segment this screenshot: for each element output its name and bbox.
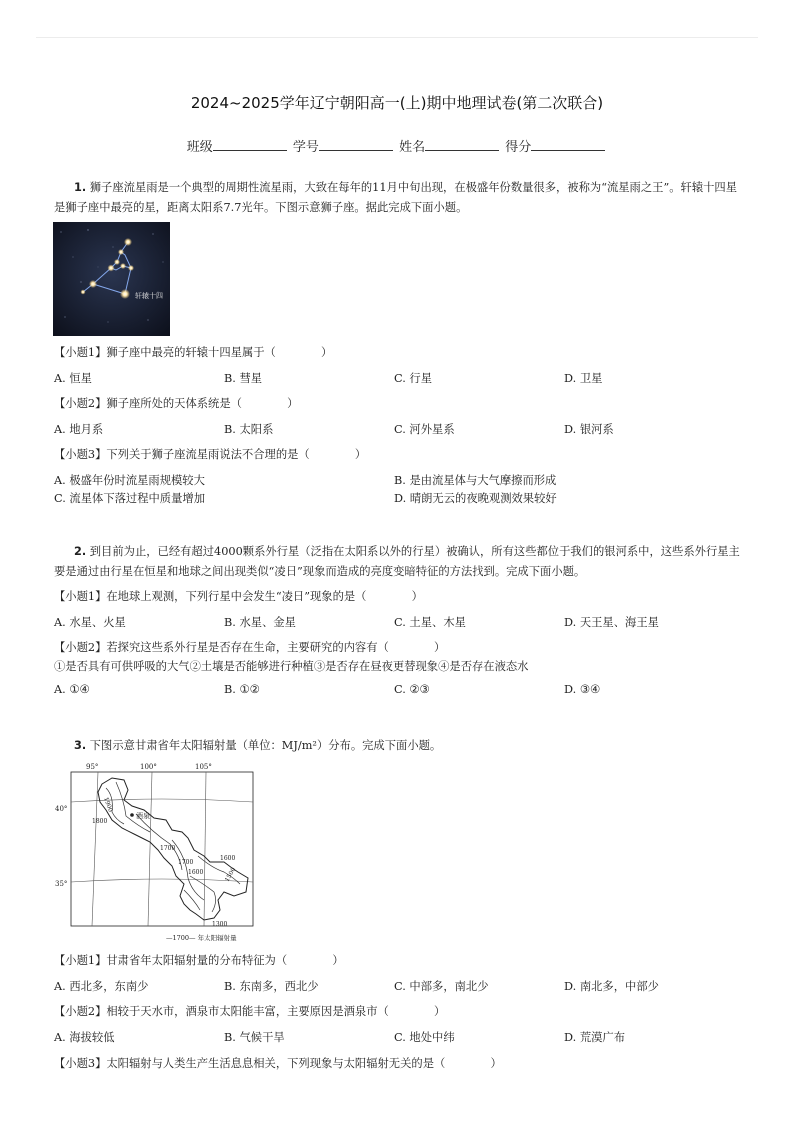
map-lat-40: 40° [55, 805, 68, 813]
q3-sub2-option-a[interactable]: A. 海拔较低 [54, 1031, 115, 1044]
q2-sub1-stem: 【小题1】在地球上观测，下列行星中会发生“凌日”现象的是（ ） [54, 590, 423, 603]
q3-sub3-stem: 【小题3】太阳辐射与人类生产生活息息相关，下列现象与太阳辐射无关的是（ ） [54, 1057, 502, 1070]
map-lat-35: 35° [55, 880, 68, 888]
q2-sub2-detail: ①是否具有可供呼吸的大气②土壤是否能够进行种植③是否存在昼夜更替现象④是否存在液态水 [54, 660, 529, 673]
name-blank[interactable] [425, 138, 499, 151]
q3-sub2-option-d[interactable]: D. 荒漠广布 [564, 1031, 626, 1044]
name-label: 姓名 [399, 140, 426, 155]
question-1-intro [54, 178, 744, 218]
contour-label-1600a: 1600 [220, 855, 236, 862]
map-lon-95: 95° [86, 763, 99, 771]
q1-sub1-option-c[interactable]: C. 行星 [394, 372, 433, 385]
q3-sub1-option-c[interactable]: C. 中部多，南北少 [394, 980, 489, 993]
q1-sub1-stem: 【小题1】狮子座中最亮的轩辕十四星属于（ ） [54, 346, 333, 359]
map-lon-100: 100° [140, 763, 157, 771]
q3-sub2-option-c[interactable]: C. 地处中纬 [394, 1031, 455, 1044]
q1-sub2-option-a[interactable]: A. 地月系 [54, 423, 104, 436]
map-lon-105: 105° [195, 763, 212, 771]
q3-sub1-stem: 【小题1】甘肃省年太阳辐射量的分布特征为（ ） [54, 954, 344, 967]
q1-sub2-option-d[interactable]: D. 银河系 [564, 423, 614, 436]
contour-label-1700a: 1700 [160, 845, 176, 852]
q2-sub2-option-d[interactable]: D. ③④ [564, 683, 601, 696]
score-label: 得分 [505, 140, 532, 155]
q1-sub2-option-b[interactable]: B. 太阳系 [224, 423, 274, 436]
class-blank[interactable] [213, 138, 287, 151]
q2-sub2-option-a[interactable]: A. ①④ [54, 683, 90, 696]
q1-sub1-option-a[interactable]: A. 恒星 [54, 372, 92, 385]
q2-sub2-stem: 【小题2】若探究这些系外行星是否存在生命，主要研究的内容有（ ） [54, 641, 446, 654]
q3-sub1-option-b[interactable]: B. 东南多，西北少 [224, 980, 319, 993]
contour-label-1700b: 1700 [178, 859, 194, 866]
q2-sub1-option-b[interactable]: B. 水星、金星 [224, 616, 296, 629]
gansu-solar-radiation-map [54, 760, 260, 944]
map-legend: —1700— 年太阳辐射量 [166, 934, 237, 942]
page-title: 2024~2025学年辽宁朝阳高一(上)期中地理试卷(第二次联合) [190, 94, 604, 112]
student-info-line [0, 136, 794, 155]
q1-sub2-option-c[interactable]: C. 河外星系 [394, 423, 455, 436]
contour-label-1500: 1500 [223, 866, 238, 883]
q3-sub2-option-b[interactable]: B. 气候干旱 [224, 1031, 285, 1044]
q1-sub3-option-b[interactable]: B. 是由流星体与大气摩擦而形成 [394, 474, 557, 487]
question-1-number: 1. [74, 181, 87, 194]
q1-sub3-option-a[interactable]: A. 极盛年份时流星雨规模较大 [54, 474, 205, 487]
top-divider [36, 37, 758, 38]
q1-sub3-option-c[interactable]: C. 流星体下落过程中质量增加 [54, 492, 205, 505]
q1-sub2-stem: 【小题2】狮子座所处的天体系统是（ ） [54, 397, 299, 410]
id-blank[interactable] [319, 138, 393, 151]
id-label: 学号 [292, 140, 319, 155]
leo-constellation-image [53, 222, 170, 336]
map-city-label: 酒泉 [136, 812, 150, 820]
question-2-text: 到目前为止，已经有超过4000颗系外行星（泛指在太阳系以外的行星）被确认，所有这些都位于我们的银河系中，这些系外行星主要是通过由行星在恒星和地球之间出现类似“凌日”现象而造成的亮度变暗特征的方法找到。完成下面小题。 [54, 545, 740, 578]
contour-label-1600b: 1600 [188, 869, 204, 876]
question-1-text: 狮子座流星雨是一个典型的周期性流星雨，大致在每年的11月中旬出现，在极盛年份数量很多，被称为“流星雨之王”。轩辕十四星是狮子座中最亮的星，距离太阳系7.7光年。下图示意狮子座。据此完成下面小题。 [54, 181, 738, 214]
contour-label-1800: 1800 [92, 818, 108, 825]
q2-sub2-option-b[interactable]: B. ①② [224, 683, 260, 696]
q3-sub1-option-a[interactable]: A. 西北多，东南少 [54, 980, 149, 993]
q3-sub2-stem: 【小题2】相较于天水市，酒泉市太阳能丰富，主要原因是酒泉市（ ） [54, 1005, 446, 1018]
q2-sub1-option-c[interactable]: C. 土星、木星 [394, 616, 466, 629]
class-label: 班级 [186, 140, 213, 155]
question-2-number: 2. [74, 545, 87, 558]
q2-sub2-option-c[interactable]: C. ②③ [394, 683, 430, 696]
q1-sub3-option-d[interactable]: D. 晴朗无云的夜晚观测效果较好 [394, 492, 557, 505]
q1-sub1-option-d[interactable]: D. 卫星 [564, 372, 603, 385]
q1-sub1-option-b[interactable]: B. 彗星 [224, 372, 263, 385]
contour-label-1900: 1900 [102, 796, 114, 814]
score-blank[interactable] [531, 138, 605, 151]
question-3-number: 3. [74, 739, 87, 752]
regulus-label: 轩辕十四 [135, 292, 163, 300]
q1-sub3-stem: 【小题3】下列关于狮子座流星雨说法不合理的是（ ） [54, 448, 367, 461]
contour-label-1300: 1300 [212, 921, 228, 928]
question-3-text: 下图示意甘肃省年太阳辐射量（单位：MJ/m²）分布。完成下面小题。 [89, 739, 442, 752]
q2-sub1-option-a[interactable]: A. 水星、火星 [54, 616, 126, 629]
q3-sub1-option-d[interactable]: D. 南北多，中部少 [564, 980, 659, 993]
question-2-intro [54, 542, 744, 582]
q2-sub1-option-d[interactable]: D. 天王星、海王星 [564, 616, 659, 629]
question-3-intro [54, 736, 744, 756]
